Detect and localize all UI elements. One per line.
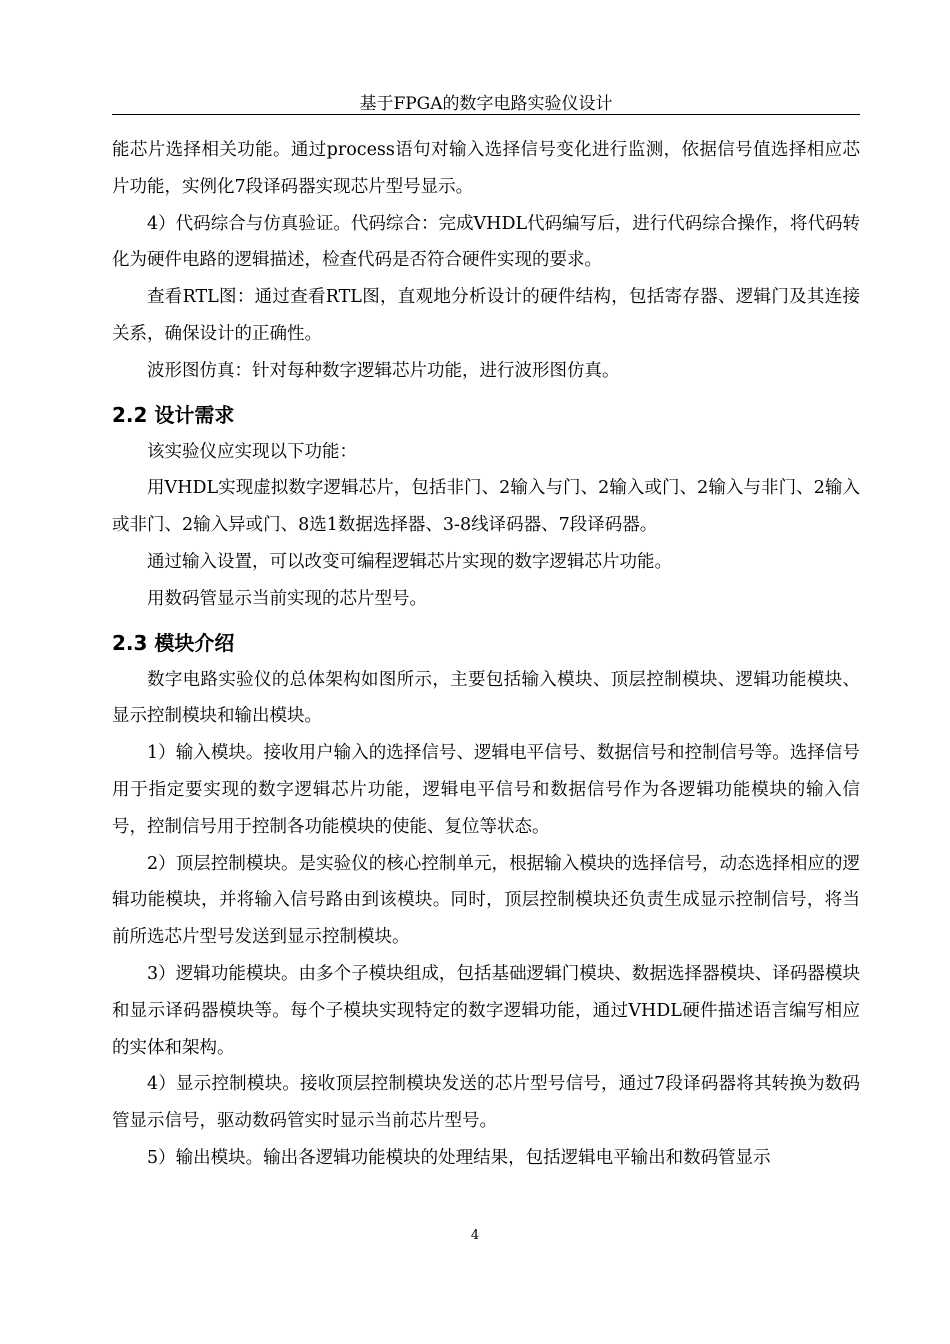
paragraph-synthesis: 4）代码综合与仿真验证。代码综合：完成VHDL代码编写后，进行代码综合操作，将代码转化为硬件电路的逻辑描述，检查代码是否符合硬件实现的要求。 — [112, 213, 860, 271]
paragraph-display-control-module: 4）显示控制模块。接收顶层控制模块发送的芯片型号信号，通过7段译码器将其转换为数码管显示信号，驱动数码管实时显示当前芯片型号。 — [112, 1074, 860, 1132]
paragraph-output-module: 5）输出模块。输出各逻辑功能模块的处理结果，包括逻辑电平输出和数码管显示 — [147, 1147, 771, 1168]
paragraph-requirements-intro: 该实验仪应实现以下功能： — [147, 441, 357, 462]
paragraph-input-module: 1）输入模块。接收用户输入的选择信号、逻辑电平信号、数据信号和控制信号等。选择信号用于指定要实现的数字逻辑芯片功能，逻辑电平信号和数据信号作为各逻辑功能模块的输入信号，控制信号用于控制各功能模块的使能、复位等状态。 — [112, 743, 860, 837]
paragraph-architecture: 数字电路实验仪的总体架构如图所示，主要包括输入模块、顶层控制模块、逻辑功能模块、显示控制模块和输出模块。 — [112, 669, 860, 727]
paragraph-continuation: 能芯片选择相关功能。通过process语句对输入选择信号变化进行监测，依据信号值选择相应芯片功能，实例化7段译码器实现芯片型号显示。 — [112, 140, 860, 197]
document-body — [112, 132, 860, 1177]
paragraph-requirement-display: 用数码管显示当前实现的芯片型号。 — [147, 588, 427, 609]
section-heading-modules: 2.3 模块介绍 — [112, 630, 235, 655]
paragraph-top-control-module: 2）顶层控制模块。是实验仪的核心控制单元，根据输入模块的选择信号，动态选择相应的逻辑功能模块，并将输入信号路由到该模块。同时，顶层控制模块还负责生成显示控制信号，将当前所选芯片型号发送到显示控制模块。 — [112, 853, 860, 948]
section-heading-design-requirements: 2.2 设计需求 — [112, 402, 235, 427]
page-number: 4 — [470, 1228, 480, 1243]
header-rule — [112, 114, 860, 115]
paragraph-rtl: 查看RTL图：通过查看RTL图，直观地分析设计的硬件结构，包括寄存器、逻辑门及其连接关系，确保设计的正确性。 — [112, 287, 860, 344]
paragraph-waveform: 波形图仿真：针对每种数字逻辑芯片功能，进行波形图仿真。 — [147, 360, 620, 381]
paragraph-requirement-chips: 用VHDL实现虚拟数字逻辑芯片，包括非门、2输入与门、2输入或门、2输入与非门、2输入或非门、2输入异或门、8选1数据选择器、3-8线译码器、7段译码器。 — [112, 478, 860, 536]
paragraph-requirement-input: 通过输入设置，可以改变可编程逻辑芯片实现的数字逻辑芯片功能。 — [147, 551, 672, 572]
paragraph-logic-module: 3）逻辑功能模块。由多个子模块组成，包括基础逻辑门模块、数据选择器模块、译码器模块和显示译码器模块等。每个子模块实现特定的数字逻辑功能，通过VHDL硬件描述语言编写相应的实体和架构。 — [112, 963, 860, 1058]
page-header: 基于FPGA的数字电路实验仪设计 — [359, 94, 613, 114]
